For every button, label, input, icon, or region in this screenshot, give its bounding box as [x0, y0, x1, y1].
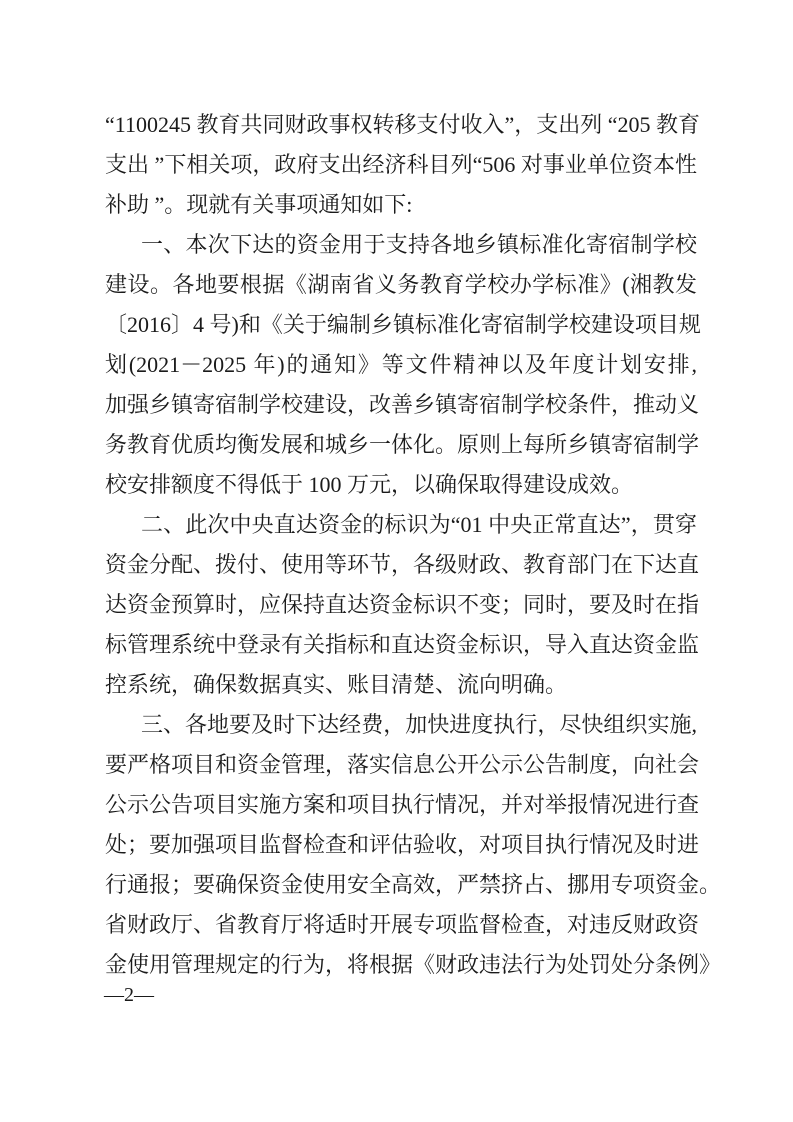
text-line: 省财政厅、省教育厅将适时开展专项监督检查，对违反财政资	[105, 912, 700, 937]
text-line: 行通报；要确保资金使用安全高效，严禁挤占、挪用专项资金。	[105, 872, 722, 897]
text-line: 控系统，确保数据真实、账目清楚、流向明确。	[105, 672, 568, 697]
text-line: 划(2021－2025 年)的通知》等文件精神以及年度计划安排,	[105, 352, 697, 377]
paragraph-2-start: 二、此次中央直达资金的标识为“01 中央正常直达”，贯穿	[141, 512, 697, 537]
text-line: 加强乡镇寄宿制学校建设，改善乡镇寄宿制学校条件，推动义	[105, 392, 700, 417]
text-line: 校安排额度不得低于 100 万元，以确保取得建设成效。	[105, 472, 634, 497]
text-line: 公示公告项目实施方案和项目执行情况，并对举报情况进行查	[105, 792, 700, 817]
text-line: 金使用管理规定的行为，将根据《财政违法行为处罚处分条例》	[105, 952, 722, 977]
paragraph-3-start: 三、各地要及时下达经费，加快进度执行，尽快组织实施,	[141, 712, 697, 737]
paragraph-1-start: 一、本次下达的资金用于支持各地乡镇标准化寄宿制学校	[141, 232, 697, 257]
text-line: 处；要加强项目监督检查和评估验收，对项目执行情况及时进	[105, 832, 700, 857]
document-body	[105, 105, 722, 985]
text-line: 达资金预算时，应保持直达资金标识不变；同时，要及时在指	[105, 592, 700, 617]
text-line: 务教育优质均衡发展和城乡一体化。原则上每所乡镇寄宿制学	[105, 432, 700, 457]
text-line: “1100245 教育共同财政事权转移支付收入”，支出列 “205 教育	[105, 112, 700, 137]
text-line: 标管理系统中登录有关指标和直达资金标识，导入直达资金监	[105, 632, 700, 657]
text-line: 建设。各地要根据《湖南省义务教育学校办学标准》(湘教发	[105, 272, 697, 297]
text-line: 要严格项目和资金管理，落实信息公开公示公告制度，向社会	[105, 752, 700, 777]
text-line: 补助 ”。现就有关事项通知如下:	[105, 192, 413, 217]
page-number: —2—	[104, 984, 154, 1006]
text-line: 支出 ”下相关项，政府支出经济科目列“506 对事业单位资本性	[105, 152, 697, 177]
text-line: 〔2016〕4 号)和《关于编制乡镇标准化寄宿制学校建设项目规	[105, 312, 701, 337]
text-line: 资金分配、拨付、使用等环节，各级财政、教育部门在下达直	[105, 552, 700, 577]
